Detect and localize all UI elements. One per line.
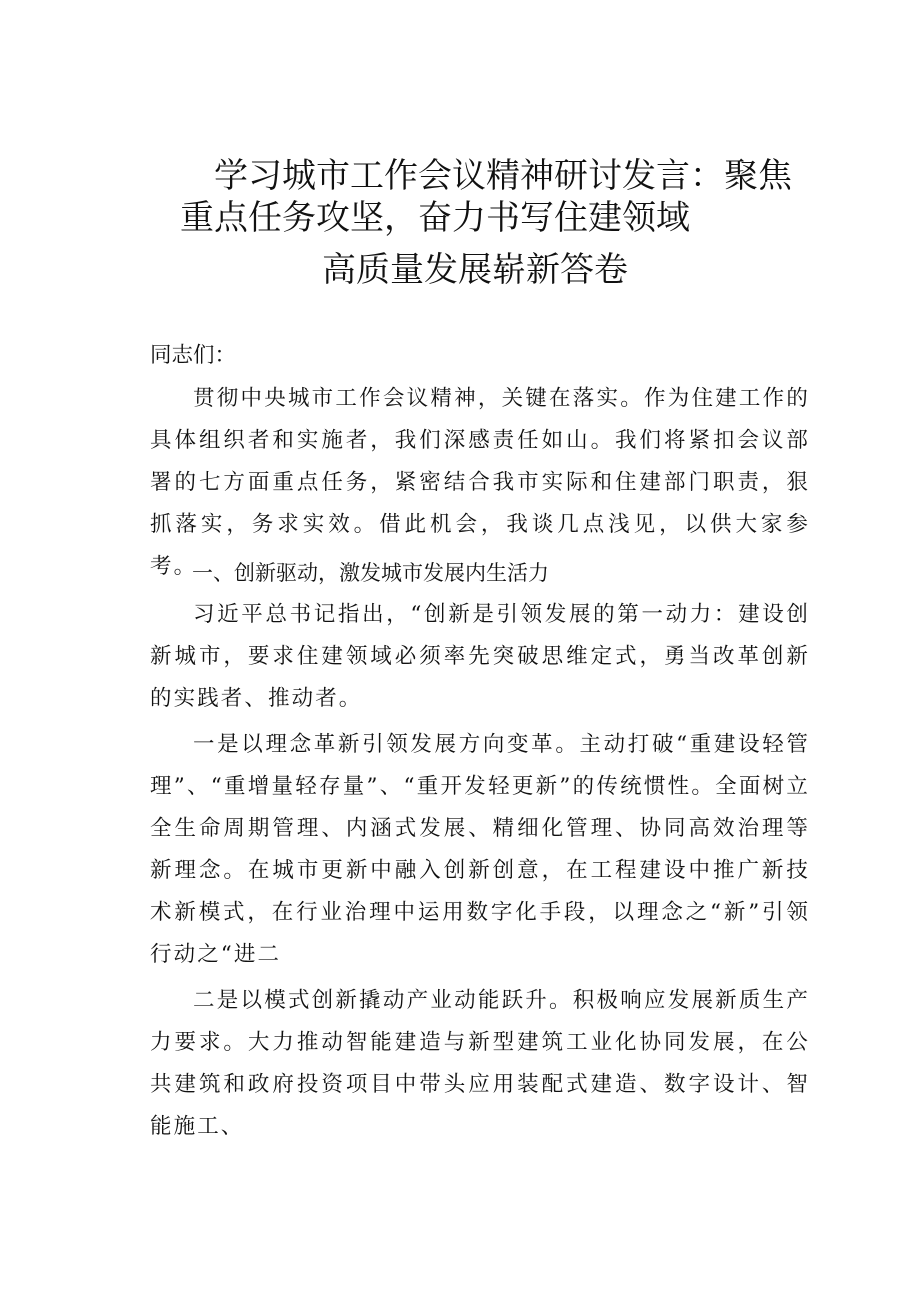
title-line-1: 学习城市工作会议精神研讨发言：聚焦 (214, 156, 792, 196)
title-line-3: 高质量发展崭新答卷 (322, 250, 628, 290)
paragraph-point-2: 二是以模式创新撬动产业动能跃升。积极响应发展新质生产力要求。大力推动智能建造与新型建筑工业化协同发展，在公共建筑和政府投资项目中带头应用装配式建造、数字设计、智能施工、 (150, 988, 810, 1139)
paragraph-point-1: 一是以理念革新引领发展方向变革。主动打破“重建设轻管理”、“重增量轻存量”、“重开发轻更新”的传统惯性。全面树立全生命周期管理、内涵式发展、精细化管理、协同高效治理等新理念。在城市更新中融入创新创意，在工程建设中推广新技术新模式，在行业治理中运用数字化手段，以理念之“新”引领行动之“进二 (150, 732, 810, 967)
paragraph-intro: 贯彻中央城市工作会议精神，关键在落实。作为住建工作的具体组织者和实施者，我们深感责任如山。我们将紧扣会议部署的七方面重点任务，紧密结合我市实际和住建部门职责，狠抓落实，务求实效。借此机会，我谈几点浅见，以供大家参考。 (150, 386, 810, 579)
salutation: 同志们： (150, 343, 237, 368)
section-heading-1: 一、创新驱动，激发城市发展内生活力 (192, 561, 549, 585)
title-line-2: 重点任务攻坚，奋力书写住建领域 (180, 198, 690, 238)
paragraph-quote: 习近平总书记指出，“创新是引领发展的第一动力：建设创新城市，要求住建领域必须率先突破思维定式，勇当改革创新的实践者、推动者。 (150, 602, 810, 711)
